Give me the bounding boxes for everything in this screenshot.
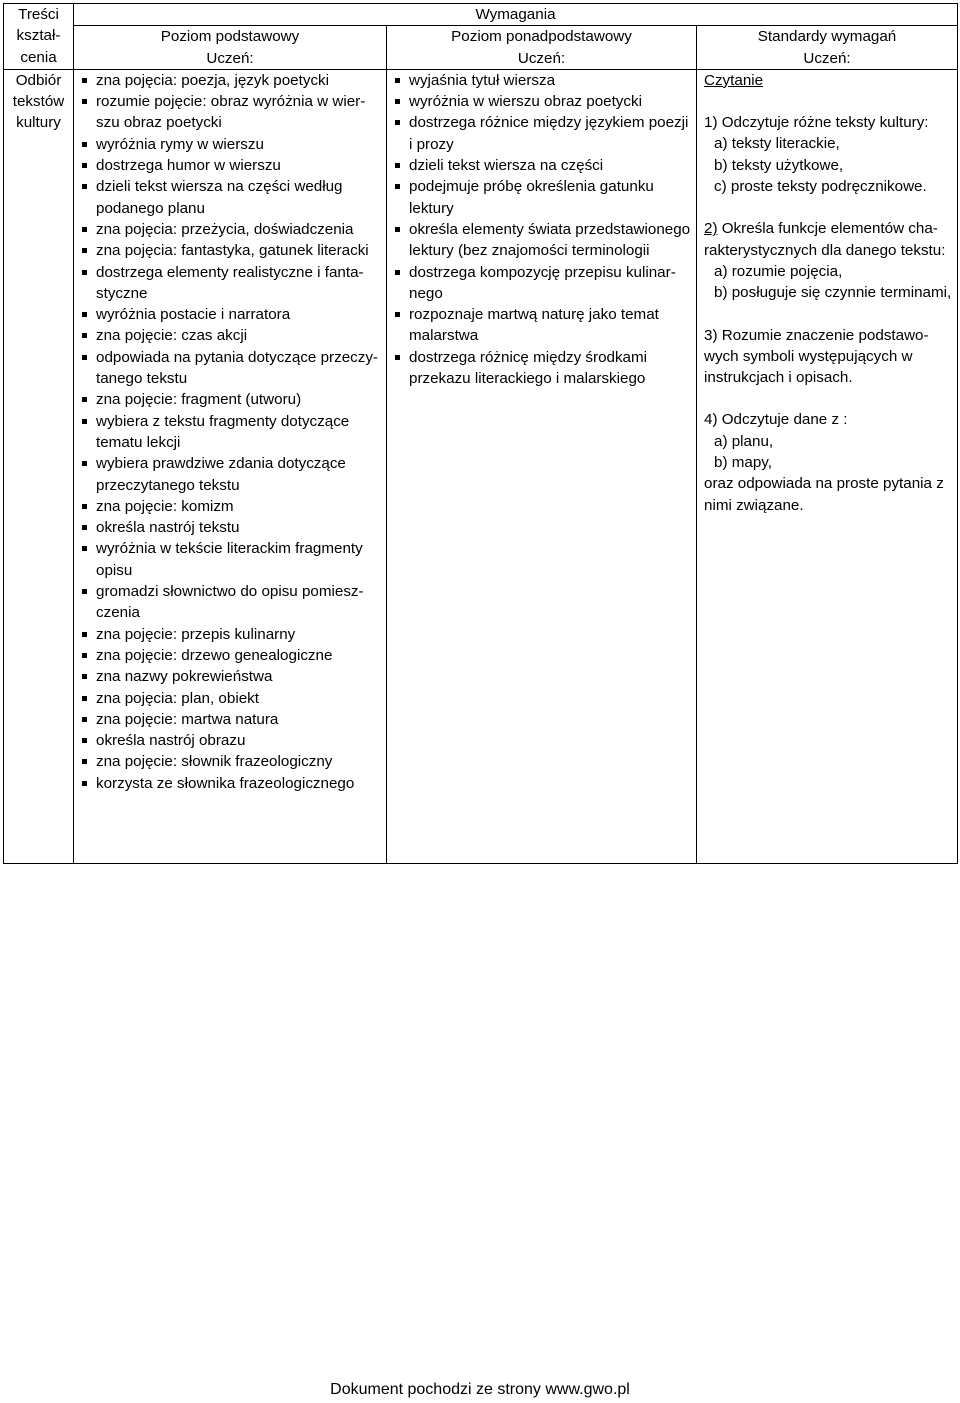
header-row-top	[4, 4, 958, 26]
list-item: zna pojęcie: drzewo genealogiczne	[81, 645, 382, 666]
podstawowy-list	[74, 70, 386, 794]
cell-podstawowy	[74, 69, 387, 863]
section-czytanie: Czytanie	[704, 71, 764, 89]
list-item: korzysta ze słownika frazeologicznego	[81, 773, 382, 794]
list-item: wyróżnia postacie i narratora	[81, 304, 382, 325]
footer-source: Dokument pochodzi ze strony www.gwo.pl	[330, 1381, 630, 1398]
tresc-line: kultury	[16, 114, 61, 132]
spacer	[704, 304, 953, 325]
header-standardy-title: Standardy wymagań	[757, 28, 897, 46]
list-item: określa nastrój obrazu	[81, 730, 382, 751]
cell-standardy	[697, 69, 958, 863]
header-uczen: Uczeń:	[803, 49, 851, 67]
list-item: zna pojęcia: przeżycia, doświadczenia	[81, 219, 382, 240]
standard-4: 4) Odczytuje dane z :	[704, 411, 848, 429]
cell-ponadpodstawowy	[387, 69, 697, 863]
standard-4a: a) planu,	[714, 432, 774, 450]
standard-1: 1) Odczytuje różne teksty kultury:	[704, 114, 929, 132]
list-item: zna pojęcia: poezja, język poetycki	[81, 70, 382, 91]
list-item: dostrzega elementy realistyczne i fanta-styczne	[81, 262, 382, 305]
body-row-odbior	[4, 69, 958, 863]
list-item: rozpoznaje martwą naturę jako temat malarstwa	[394, 304, 692, 347]
header-uczen: Uczeń:	[206, 49, 254, 67]
list-item: wyróżnia w tekście literackim fragmenty opisu	[81, 538, 382, 581]
list-item: wybiera prawdziwe zdania dotyczące przeczytanego tekstu	[81, 453, 382, 496]
header-tresci-line: cenia	[20, 48, 57, 66]
list-item: gromadzi słownictwo do opisu pomiesz-czenia	[81, 581, 382, 624]
cell-tresc	[4, 69, 74, 863]
list-item: określa nastrój tekstu	[81, 517, 382, 538]
list-item: zna pojęcie: martwa natura	[81, 709, 382, 730]
requirements-table	[3, 3, 958, 864]
header-wymagania: Wymagania	[74, 4, 958, 26]
list-item: zna pojęcia: fantastyka, gatunek literacki	[81, 240, 382, 261]
header-podstawowy-title: Poziom podstawowy	[160, 28, 300, 46]
list-item: określa elementy świata przedstawionego lektury (bez znajomości terminologii	[394, 219, 692, 262]
standard-2a: a) rozumie pojęcia,	[714, 262, 843, 280]
header-ponadpodstawowy-title: Poziom ponadpodstawowy	[451, 28, 632, 46]
list-item: wyróżnia rymy w wierszu	[81, 134, 382, 155]
standard-1c: c) proste teksty podręcznikowe.	[714, 178, 927, 196]
header-row-sub	[4, 26, 958, 70]
standard-1a: a) teksty literackie,	[714, 135, 840, 153]
standard-2-text: Określa funkcje elementów cha-rakterystycznych dla danego tekstu:	[704, 220, 946, 259]
standard-4c: oraz odpowiada na proste pytania z nimi związane.	[704, 475, 944, 514]
list-item: dzieli tekst wiersza na części według podanego planu	[81, 176, 382, 219]
tresc-line: Odbiór	[15, 71, 62, 89]
list-item: odpowiada na pytania dotyczące przeczy-tanego tekstu	[81, 347, 382, 390]
list-item: wybiera z tekstu fragmenty dotyczące tematu lekcji	[81, 411, 382, 454]
list-item: zna pojęcia: plan, obiekt	[81, 688, 382, 709]
standard-1b: b) teksty użytkowe,	[714, 156, 844, 174]
spacer	[704, 197, 953, 218]
spacer	[704, 388, 953, 409]
list-item: dostrzega różnice między językiem poezji i prozy	[394, 112, 692, 155]
list-item: wyróżnia w wierszu obraz poetycki	[394, 91, 692, 112]
standard-2b: b) posługuje się czynnie terminami,	[714, 284, 952, 302]
list-item: zna nazwy pokrewieństwa	[81, 666, 382, 687]
header-tresci-line: Treści	[18, 6, 59, 23]
header-podstawowy	[74, 26, 387, 70]
standard-2	[704, 218, 953, 261]
list-item: zna pojęcie: słownik frazeologiczny	[81, 751, 382, 772]
header-ponadpodstawowy	[387, 26, 697, 70]
standard-3: 3) Rozumie znaczenie podstawo-wych symboli występujących w instrukcjach i opisach.	[704, 326, 929, 387]
list-item: podejmuje próbę określenia gatunku lektury	[394, 176, 692, 219]
list-item: dzieli tekst wiersza na części	[394, 155, 692, 176]
list-item: zna pojęcie: przepis kulinarny	[81, 624, 382, 645]
header-uczen: Uczeń:	[517, 49, 566, 67]
list-item: dostrzega kompozycję przepisu kulinar-nego	[394, 262, 692, 305]
list-item: dostrzega humor w wierszu	[81, 155, 382, 176]
header-tresci-line: kształ-	[16, 27, 61, 45]
standard-4b: b) mapy,	[714, 454, 772, 472]
list-item: zna pojęcie: fragment (utworu)	[81, 389, 382, 410]
header-tresci	[4, 4, 74, 70]
header-standardy	[697, 26, 958, 70]
spacer	[704, 91, 953, 112]
list-item: dostrzega różnicę między środkami przekazu literackiego i malarskiego	[394, 347, 692, 390]
tresc-line: tekstów	[12, 93, 65, 111]
list-item: rozumie pojęcie: obraz wyróżnia w wier-szu obraz poetycki	[81, 91, 382, 134]
list-item: wyjaśnia tytuł wiersza	[394, 70, 692, 91]
list-item: zna pojęcie: komizm	[81, 496, 382, 517]
standardy-content	[697, 70, 957, 516]
ponadpodstawowy-list	[387, 70, 696, 389]
standard-2-number: 2)	[704, 220, 718, 238]
list-item: zna pojęcie: czas akcji	[81, 325, 382, 346]
